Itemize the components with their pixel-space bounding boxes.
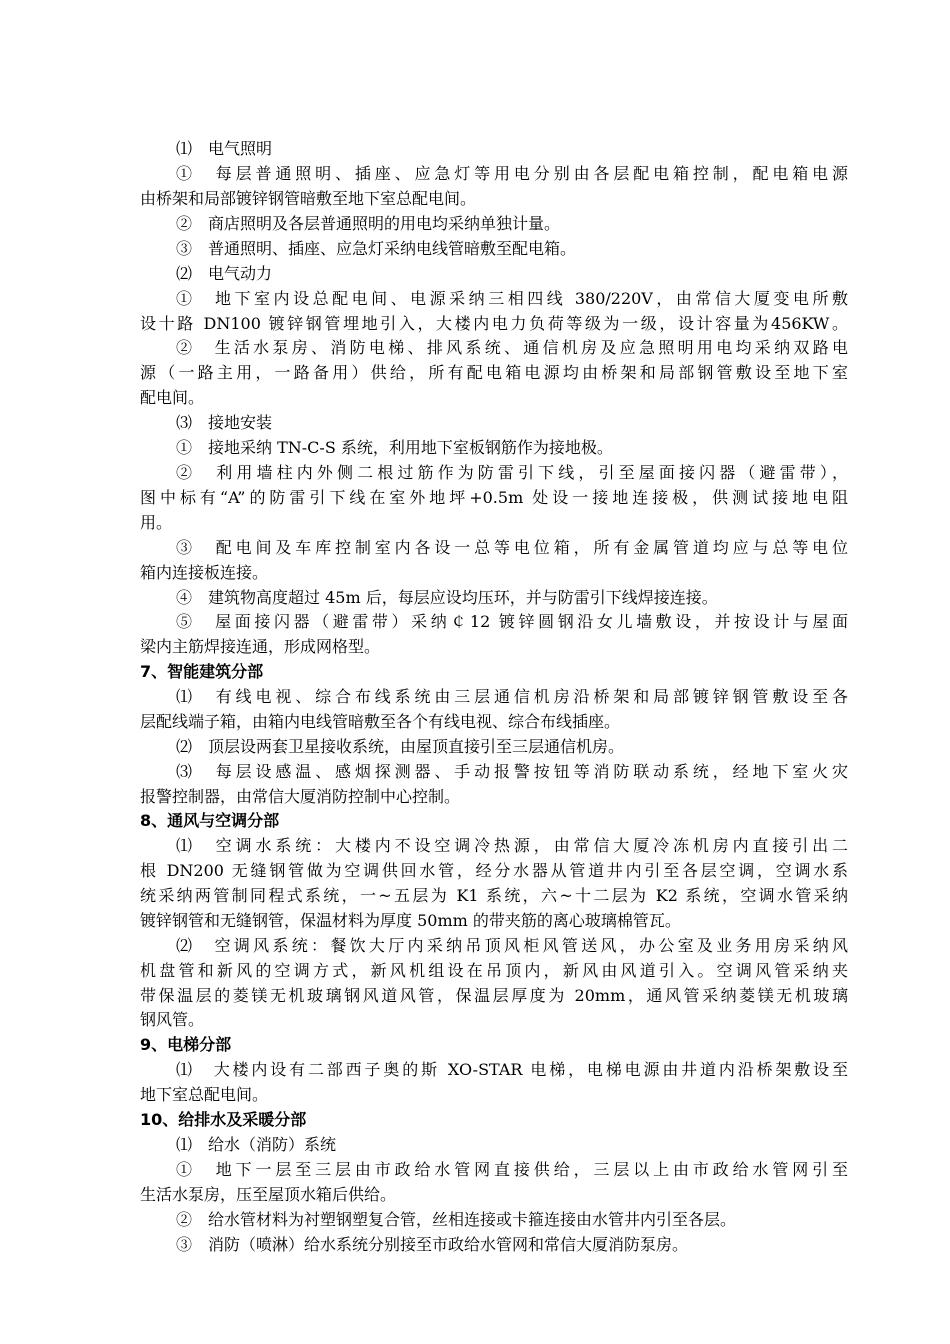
paragraph-line: ⑴ 大楼内设有二部西子奥的斯 XO-STAR 电梯，电梯电源由井道内沿桥架敷设至 — [176, 1060, 848, 1079]
paragraph-line: 配电间。 — [140, 388, 205, 407]
paragraph-line: 梁内主筋焊接连通，形成网格型。 — [140, 637, 381, 656]
paragraph-line: 镀锌钢管和无缝钢管，保温材料为厚度 50mm 的带夹筋的离心玻璃棉管瓦。 — [140, 911, 681, 930]
paragraph-line: 统采纳两管制同程式系统，一~五层为 K1 系统，六~十二层为 K2 系统，空调水管采纳 — [140, 886, 848, 905]
paragraph-line: 带保温层的菱镁无机玻璃钢风道风管，保温层厚度为 20mm，通风管采纳菱镁无机玻璃 — [140, 986, 848, 1005]
paragraph-line: 源（一路主用，一路备用）供给，所有配电箱电源均由桥架和局部钢管敷设至地下室 — [140, 363, 848, 382]
paragraph-line: 地下室总配电间。 — [140, 1085, 269, 1104]
subheading-electric-lighting: ⑴ 电气照明 — [176, 139, 273, 158]
paragraph-line: 箱内连接板连接。 — [140, 563, 269, 582]
paragraph-line: 钢风管。 — [140, 1010, 205, 1029]
paragraph-line: ⑤ 屋面接闪器（避雷带）采纳￠12 镀锌圆钢沿女儿墙敷设，并按设计与屋面 — [176, 612, 848, 631]
paragraph-line: ⑴ 空调水系统：大楼内不设空调冷热源，由常信大厦冷冻机房内直接引出二 — [176, 836, 848, 855]
paragraph-line: ② 给水管材料为衬塑钢塑复合管，丝相连接或卡箍连接由水管井内引至各层。 — [176, 1210, 737, 1229]
paragraph-line: ③ 配电间及车库控制室内各设一总等电位箱，所有金属管道均应与总等电位 — [176, 538, 848, 557]
subheading-water-supply: ⑴ 给水（消防）系统 — [176, 1135, 337, 1154]
section-heading: 8、通风与空调分部 — [140, 811, 280, 830]
paragraph-line: ⑵ 空调风系统：餐饮大厅内采纳吊顶风柜风管送风，办公室及业务用房采纳风 — [176, 936, 848, 955]
section-heading: 7、智能建筑分部 — [140, 662, 264, 681]
paragraph-line: 用。 — [140, 513, 173, 532]
paragraph-line: ① 每层普通照明、插座、应急灯等用电分别由各层配电箱控制，配电箱电源 — [176, 164, 848, 183]
section-heading: 10、给排水及采暖分部 — [140, 1110, 307, 1129]
paragraph-line: ④ 建筑物高度超过 45m 后，每层应设均压环，并与防雷引下线焊接连接。 — [176, 588, 718, 607]
paragraph-line: 生活水泵房，压至屋顶水箱后供给。 — [140, 1185, 397, 1204]
paragraph-line: 根 DN200 无缝钢管做为空调供回水管，经分水器从管道井内引至各层空调，空调水系 — [140, 861, 848, 880]
paragraph-line: 由桥架和局部镀锌钢管暗敷至地下室总配电间。 — [140, 189, 477, 208]
paragraph-line: ⑴ 有线电视、综合布线系统由三层通信机房沿桥架和局部镀锌钢管敷设至各 — [176, 687, 848, 706]
paragraph-line: ② 生活水泵房、消防电梯、排风系统、通信机房及应急照明用电均采纳双路电 — [176, 338, 848, 357]
paragraph-line: 报警控制器，由常信大厦消防控制中心控制。 — [140, 787, 461, 806]
paragraph-line: ② 商店照明及各层普通照明的用电均采纳单独计量。 — [176, 214, 561, 233]
paragraph-line: ① 接地采纳 TN-C-S 系统，利用地下室板钢筋作为接地极。 — [176, 438, 613, 457]
paragraph-line: 层配线端子箱，由箱内电线管暗敷至各个有线电视、综合布线插座。 — [140, 712, 621, 731]
paragraph-line: ③ 普通照明、插座、应急灯采纳电线管暗敷至配电箱。 — [176, 239, 577, 258]
paragraph-line: ② 利用墙柱内外侧二根过筋作为防雷引下线，引至屋面接闪器（避雷带）， — [176, 463, 848, 482]
subheading-grounding: ⑶ 接地安装 — [176, 413, 273, 432]
paragraph-line: 图中标有“A”的防雷引下线在室外地坪+0.5m 处设一接地连接极，供测试接地电阻 — [140, 488, 848, 507]
paragraph-line: ③ 消防（喷淋）给水系统分别接至市政给水管网和常信大厦消防泵房。 — [176, 1235, 689, 1254]
subheading-electric-power: ⑵ 电气动力 — [176, 264, 273, 283]
paragraph-line: ⑵ 顶层设两套卫星接收系统，由屋顶直接引至三层通信机房。 — [176, 737, 625, 756]
paragraph-line: ① 地下一层至三层由市政给水管网直接供给，三层以上由市政给水管网引至 — [176, 1160, 848, 1179]
paragraph-line: ⑶ 每层设感温、感烟探测器、手动报警按钮等消防联动系统，经地下室火灾 — [176, 762, 848, 781]
paragraph-line: 设十路 DN100 镀锌钢管埋地引入，大楼内电力负荷等级为一级，设计容量为456KW。 — [140, 314, 848, 333]
section-heading: 9、电梯分部 — [140, 1035, 232, 1054]
paragraph-line: ① 地下室内设总配电间、电源采纳三相四线 380/220V，由常信大厦变电所敷 — [176, 289, 848, 308]
paragraph-line: 机盘管和新风的空调方式，新风机组设在吊顶内，新风由风道引入。空调风管采纳夹 — [140, 961, 848, 980]
